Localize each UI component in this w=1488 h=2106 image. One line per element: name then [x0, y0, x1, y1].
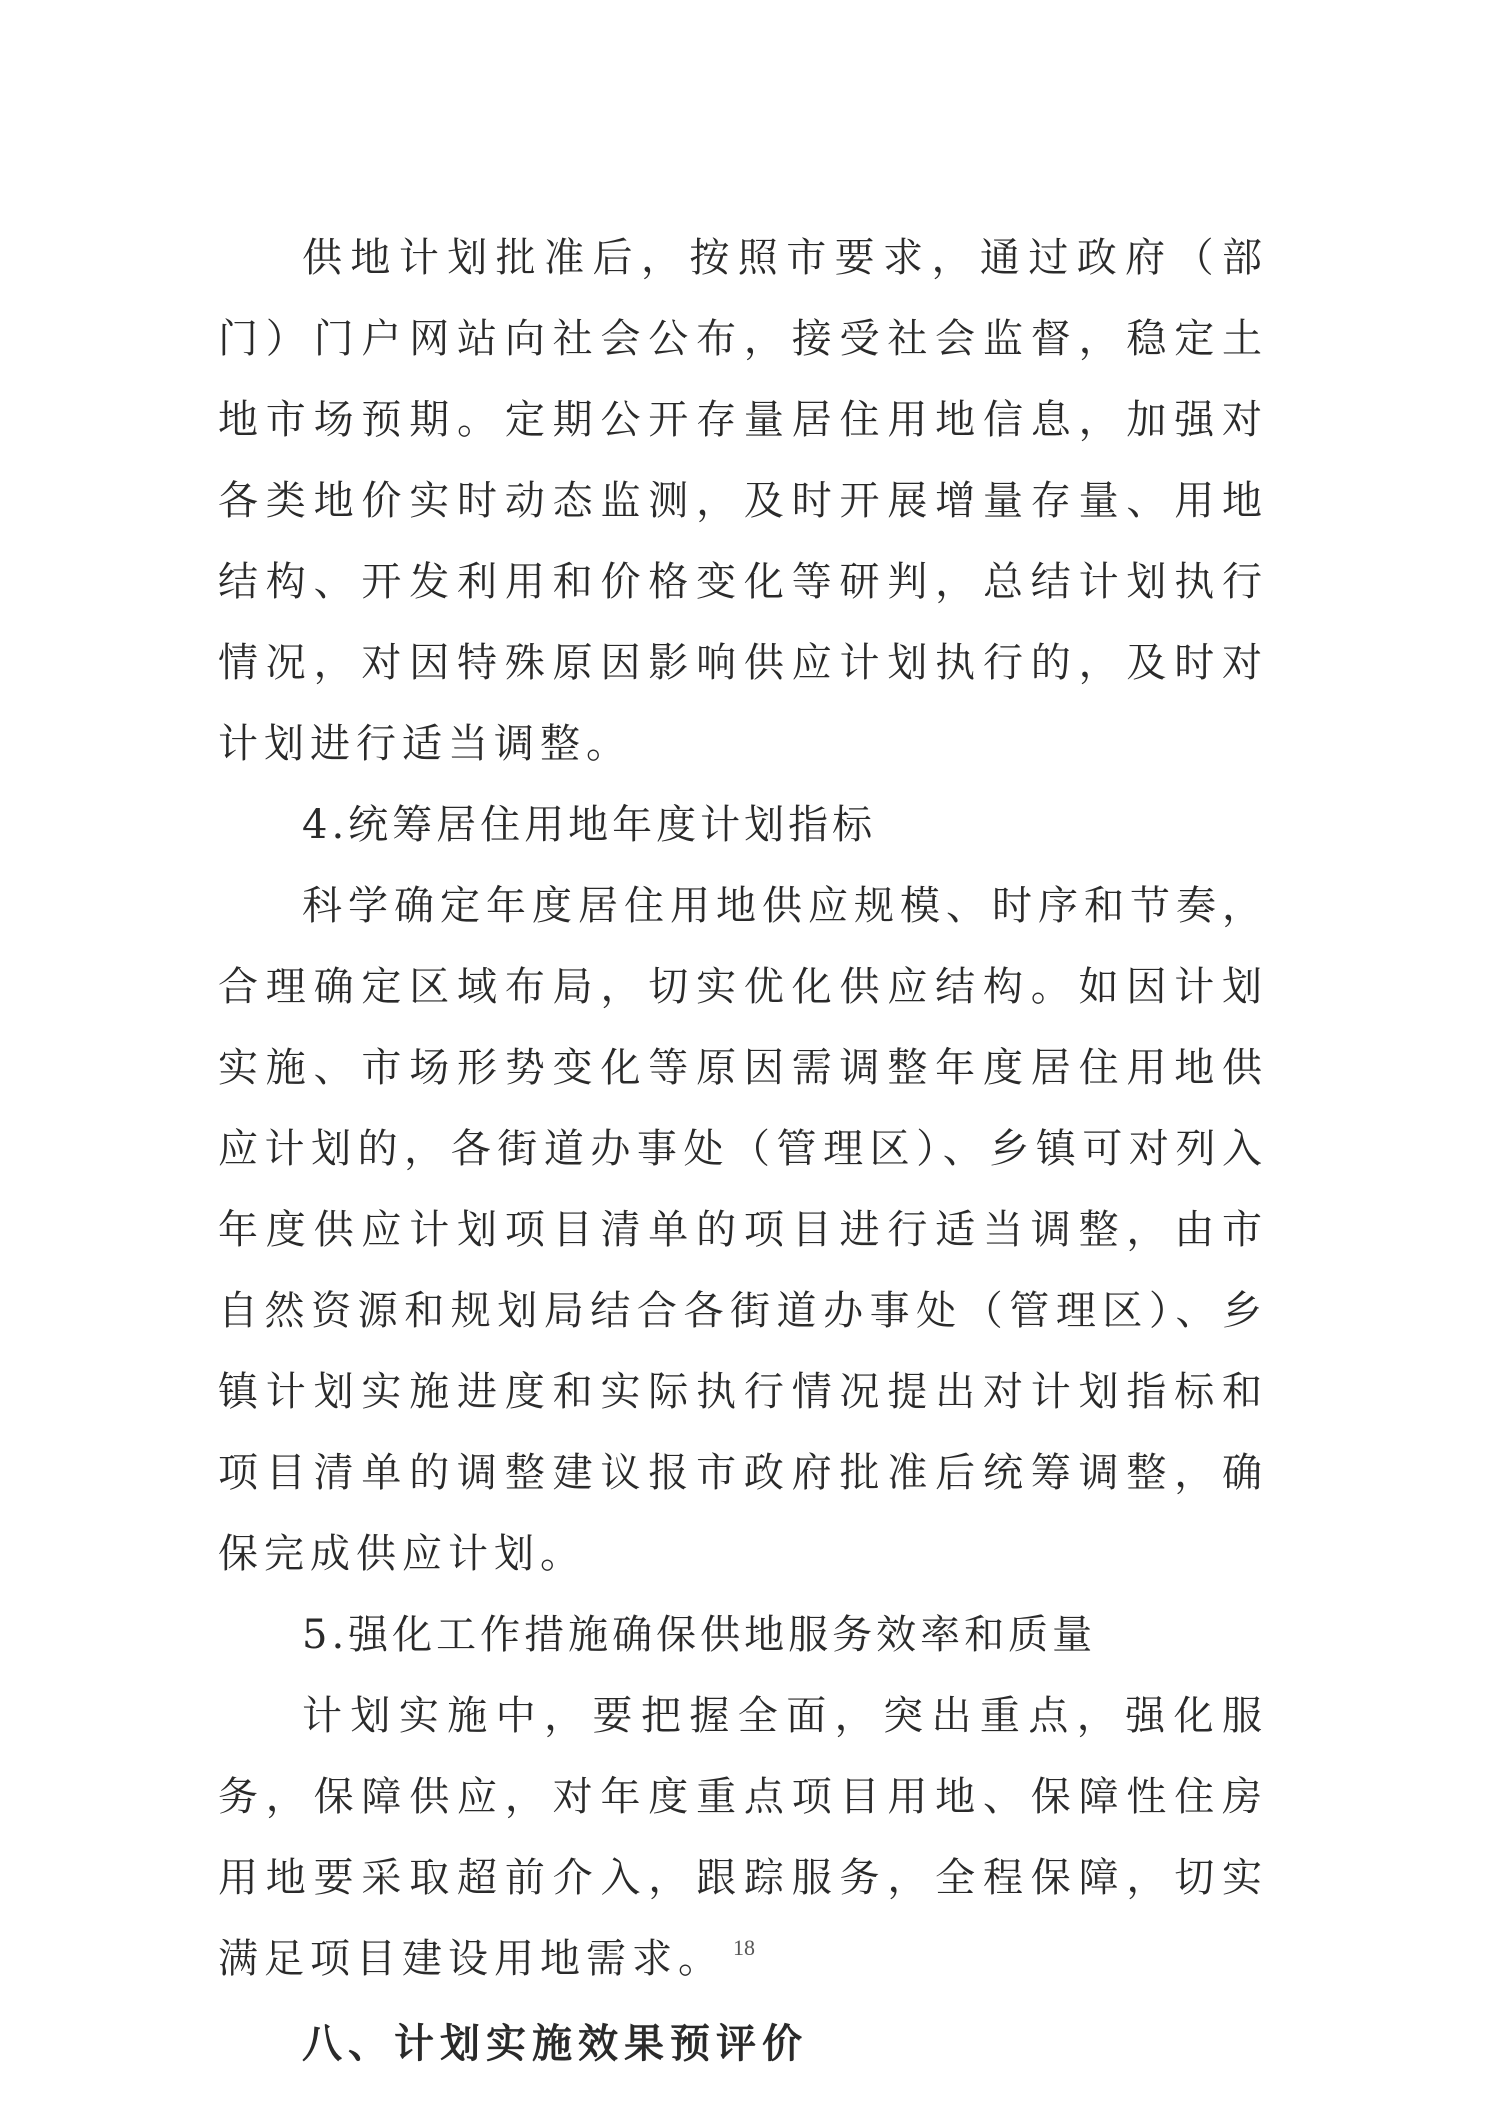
- page-number: 18: [733, 1935, 755, 1960]
- paragraph-work-measures: 计划实施中，要把握全面，突出重点，强化服务，保障供应，对年度重点项目用地、保障性住房用地要采取超前介入，跟踪服务，全程保障，切实满足项目建设用地需求。: [218, 1693, 1268, 1982]
- paragraph-annual-plan-indicators: 科学确定年度居住用地供应规模、时序和节奏，合理确定区域布局，切实优化供应结构。如因计划实施、市场形势变化等原因需调整年度居住用地供应计划的，各街道办事处（管理区）、乡镇可对列入年度供应计划项目清单的项目进行适当调整，由市自然资源和规划局结合各街道办事处（管理区）、乡镇计划实施进度和实际执行情况提出对计划指标和项目清单的调整建议报市政府批准后统筹调整，确保完成供应计划。: [218, 883, 1268, 1577]
- subheading-4: 4.统筹居住用地年度计划指标: [302, 802, 877, 848]
- paragraph-land-plan-publication: 供地计划批准后，按照市要求，通过政府（部门）门户网站向社会公布，接受社会监督，稳定土地市场预期。定期公开存量居住用地信息，加强对各类地价实时动态监测，及时开展增量存量、用地结构、开发利用和价格变化等研判，总结计划执行情况，对因特殊原因影响供应计划执行的，及时对计划进行适当调整。: [218, 235, 1268, 767]
- body-text: [218, 218, 1268, 2085]
- section-heading-8: 八、计划实施效果预评价: [302, 2021, 808, 2067]
- subheading-5: 5.强化工作措施确保供地服务效率和质量: [302, 1612, 1097, 1658]
